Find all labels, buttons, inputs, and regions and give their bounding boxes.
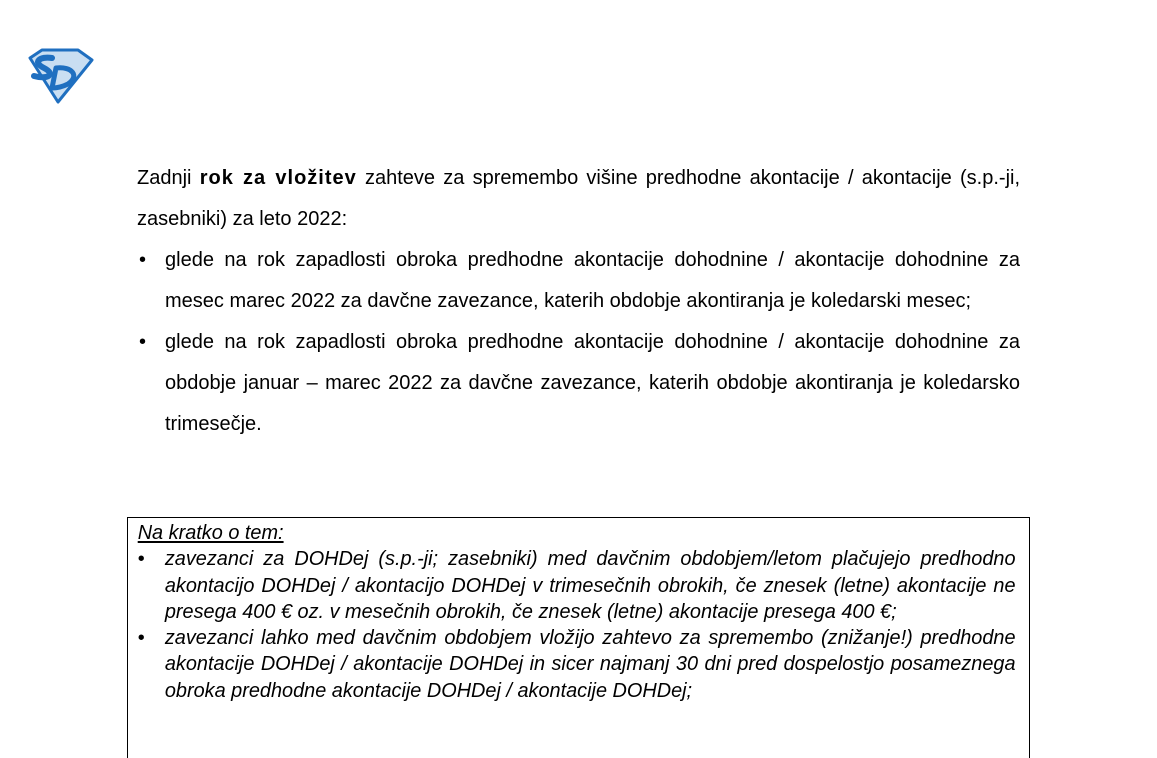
bullet-icon: • (139, 249, 147, 271)
list-item (138, 546, 1016, 625)
list-item-text: glede na rok zapadlosti obroka predhodne akontacije dohodnine / akontacije dohodnine za mesec marec 2022 za davčne zavezance, katerih obdobje akontiranja je koledarski mesec; (165, 249, 1020, 312)
list-item-text: glede na rok zapadlosti obroka predhodne akontacije dohodnine / akontacije dohodnine za obdobje januar – marec 2022 za davčne zavezance, katerih obdobje akontiranja je koledarsko trimesečje. (165, 331, 1020, 435)
summary-box (127, 517, 1030, 758)
deadline-list (137, 240, 1020, 445)
list-item (138, 625, 1016, 704)
summary-title: Na kratko o tem: (137, 521, 284, 544)
bullet-icon: • (137, 626, 145, 650)
summary-list (138, 546, 1016, 704)
company-logo (22, 48, 96, 104)
list-item-text: zavezanci za DOHDej (s.p.-ji; zasebniki) med davčnim obdobjem/letom plačujejo predhodno akontacijo DOHDej / akontacijo DOHDej v trimesečnih obrokih, če znesek (letne) akontacije ne presega 400 € oz. v mesečnih obrokih, če znesek (letne) akontacije presega 400 €; (164, 547, 1016, 623)
list-item (137, 322, 1020, 445)
intro-text: Zadnji (137, 167, 200, 189)
bullet-icon: • (137, 547, 145, 571)
list-item-text: zavezanci lahko med davčnim obdobjem vložijo zahtevo za spremembo (znižanje!) predhodne akontacije DOHDej / akontacije DOHDej in sicer najmanj 30 dni pred dospelostjo posameznega obroka predhodne akontacije DOHDej / akontacije DOHDej; (164, 626, 1016, 702)
list-item (137, 240, 1020, 322)
intro-bold: rok za vložitev (199, 167, 357, 189)
bullet-icon: • (139, 331, 147, 353)
intro-text-end: zahteve za spremembo višine predhodne akontacije / akontacije (s.p.-ji, zasebniki) za leto 2022: (137, 167, 1021, 230)
intro-paragraph (137, 158, 1020, 240)
